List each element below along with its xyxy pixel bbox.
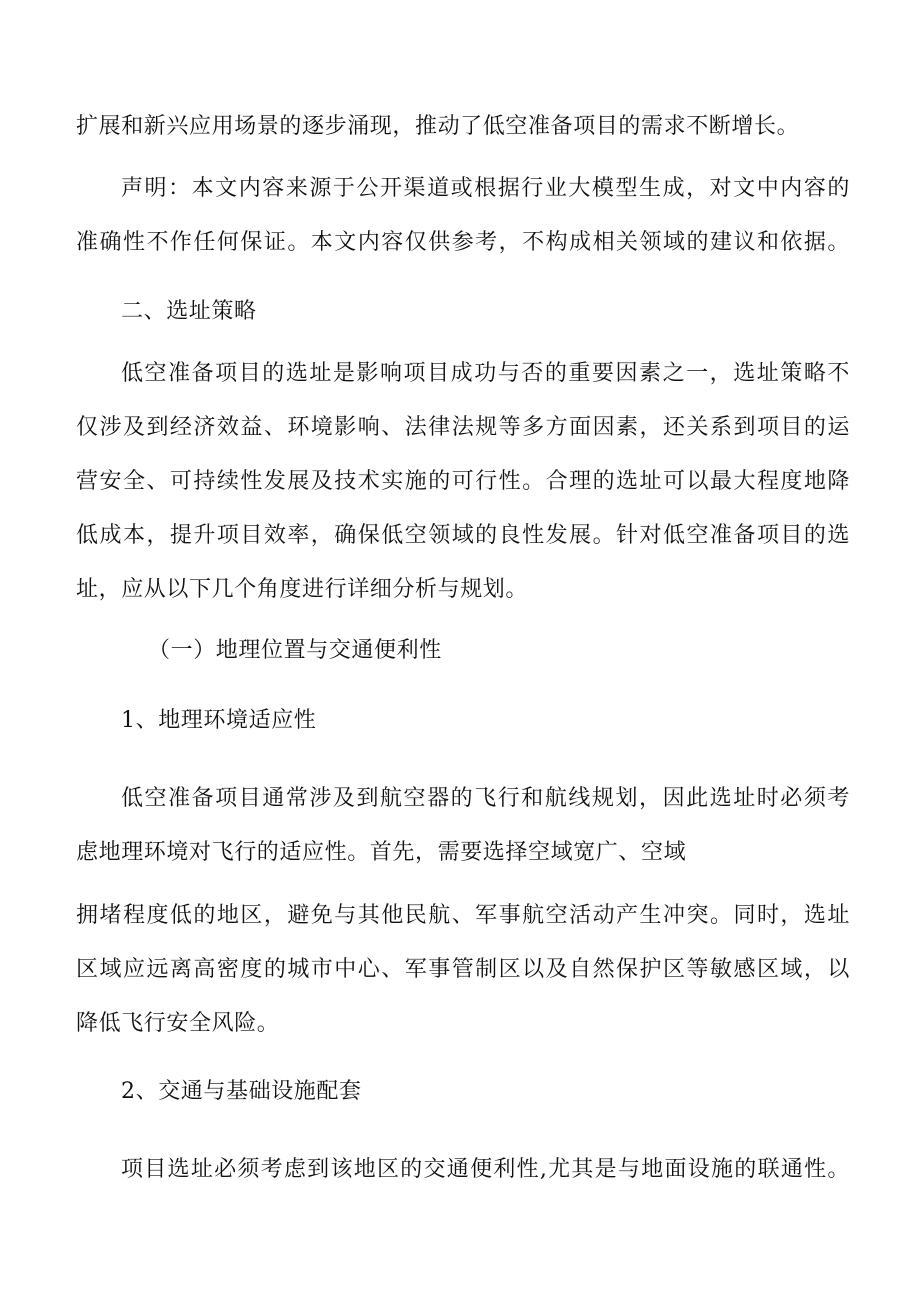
item1-heading: 1、地理环境适应性 (121, 708, 317, 733)
section-heading: 二、选址策略 (121, 299, 257, 324)
section-para-line-2: 仅涉及到经济效益、环境影响、法律法规等多方面因素，还关系到项目的运 (76, 415, 850, 440)
disclaimer-line-2: 准确性不作任何保证。本文内容仅供参考，不构成相关领域的建议和依据。 (76, 230, 850, 255)
section-para-line-3: 营安全、可持续性发展及技术实施的可行性。合理的选址可以最大程度地降 (76, 469, 850, 494)
item1-line-1: 低空准备项目通常涉及到航空器的飞行和航线规划，因此选址时必须考 (121, 786, 850, 811)
item2-line-1: 项目选址必须考虑到该地区的交通便利性,尤其是与地面设施的联通性。 (121, 1157, 850, 1182)
item1-line-2: 虑地理环境对飞行的适应性。首先，需要选择空域宽广、空域 (76, 840, 687, 865)
intro-tail-line: 扩展和新兴应用场景的逐步涌现，推动了低空准备项目的需求不断增长。 (76, 114, 800, 139)
subsection-heading: （一）地理位置与交通便利性 (148, 638, 442, 663)
item1-line-3: 拥堵程度低的地区，避免与其他民航、军事航空活动产生冲突。同时，选址 (76, 903, 850, 928)
disclaimer-line-1: 声明：本文内容来源于公开渠道或根据行业大模型生成，对文中内容的 (121, 176, 850, 201)
item2-heading: 2、交通与基础设施配套 (121, 1079, 362, 1104)
section-para-line-5: 址，应从以下几个角度进行详细分析与规划。 (76, 577, 529, 602)
section-para-line-4: 低成本，提升项目效率，确保低空领域的良性发展。针对低空准备项目的选 (76, 523, 850, 548)
item1-line-4: 区域应远离高密度的城市中心、军事管制区以及自然保护区等敏感区域，以 (76, 957, 850, 982)
item1-line-5: 降低飞行安全风险。 (76, 1011, 280, 1036)
section-para-line-1: 低空准备项目的选址是影响项目成功与否的重要因素之一，选址策略不 (121, 361, 850, 386)
